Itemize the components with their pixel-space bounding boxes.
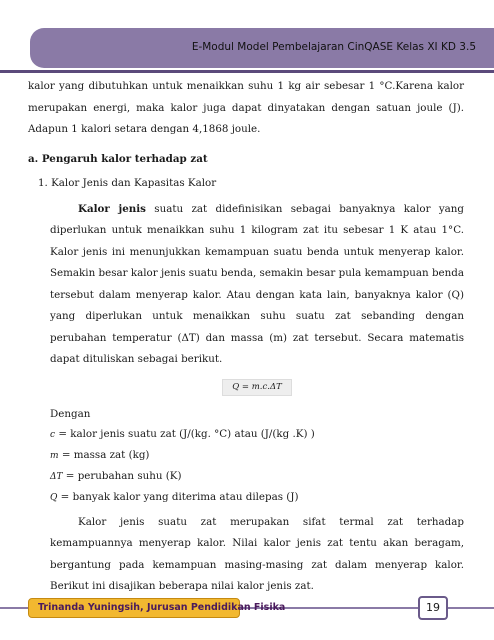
- intro-paragraph: kalor yang dibutuhkan untuk menaikkan suhu 1 kg air sebesar 1 °C.Karena kalor merupakan energi, maka kalor juga dapat dinyatakan dengan satuan joule (J). Adapun 1 kalori setara dengan 4,1868 joule.: [28, 80, 464, 135]
- definition-item: [50, 487, 464, 508]
- definition-paragraph-text: suatu zat didefinisikan sebagai banyaknya kalor yang diperlukan untuk menaikkan suhu 1 kilogram zat itu sebesar 1 K atau 1°C. Kalor jenis ini menunjukkan kemampuan suatu benda untuk menyerap kalor. Semakin besar kalor jenis suatu benda, semakin besar pula kemampuan benda tersebut dalam menyerap kalor. Atau dengan kata lain, banyaknya kalor (Q) yang diperlukan untuk menaikkan suhu suatu zat sebanding dengan perubahan temperatur (ΔT) dan massa (m) zat tersebut. Secara matematis dapat dituliskan sebagai berikut.: [50, 202, 464, 365]
- page-content: [28, 76, 464, 598]
- symbol: ΔT: [50, 471, 63, 482]
- closing-paragraph: Kalor jenis suatu zat merupakan sifat termal zat terhadap kemampuannya menyerap kalor. Nilai kalor jenis zat tentu akan beragam, bergantung pada kemampuan masing-masing zat dalam menyerap kalor. Berikut ini disajikan beberapa nilai kalor jenis zat.: [50, 515, 464, 592]
- formula-box: Q = m.c.ΔT: [222, 379, 292, 396]
- page-header-title: E-Modul Model Pembelajaran CinQASE Kelas XI KD 3.5: [191, 41, 476, 53]
- definition-item: [50, 445, 464, 466]
- symbol: Q: [50, 492, 58, 503]
- subsection-heading: 1. Kalor Jenis dan Kapasitas Kalor: [38, 177, 217, 189]
- definition-text: = perubahan suhu (K): [62, 469, 182, 482]
- indented-body: [50, 199, 464, 598]
- definition-paragraph: [50, 199, 464, 371]
- header-divider: [0, 70, 494, 73]
- definition-item: [50, 424, 464, 445]
- footer-author: Trinanda Yuningsih, Jurusan Pendidikan Fisika: [38, 602, 286, 613]
- term-kalor-jenis: Kalor jenis: [78, 202, 146, 215]
- definition-text: = banyak kalor yang diterima atau dilepas (J): [57, 490, 299, 503]
- definition-item: [50, 466, 464, 487]
- section-heading: a. Pengaruh kalor terhadap zat: [28, 152, 208, 165]
- page-number: 19: [418, 596, 448, 620]
- definition-text: = kalor jenis suatu zat (J/(kg. °C) atau (J/(kg .K) ): [55, 427, 315, 440]
- symbol: c: [50, 429, 56, 440]
- definition-text: = massa zat (kg): [58, 448, 150, 461]
- dengan-label: Dengan: [50, 407, 91, 420]
- symbol: m: [50, 450, 59, 461]
